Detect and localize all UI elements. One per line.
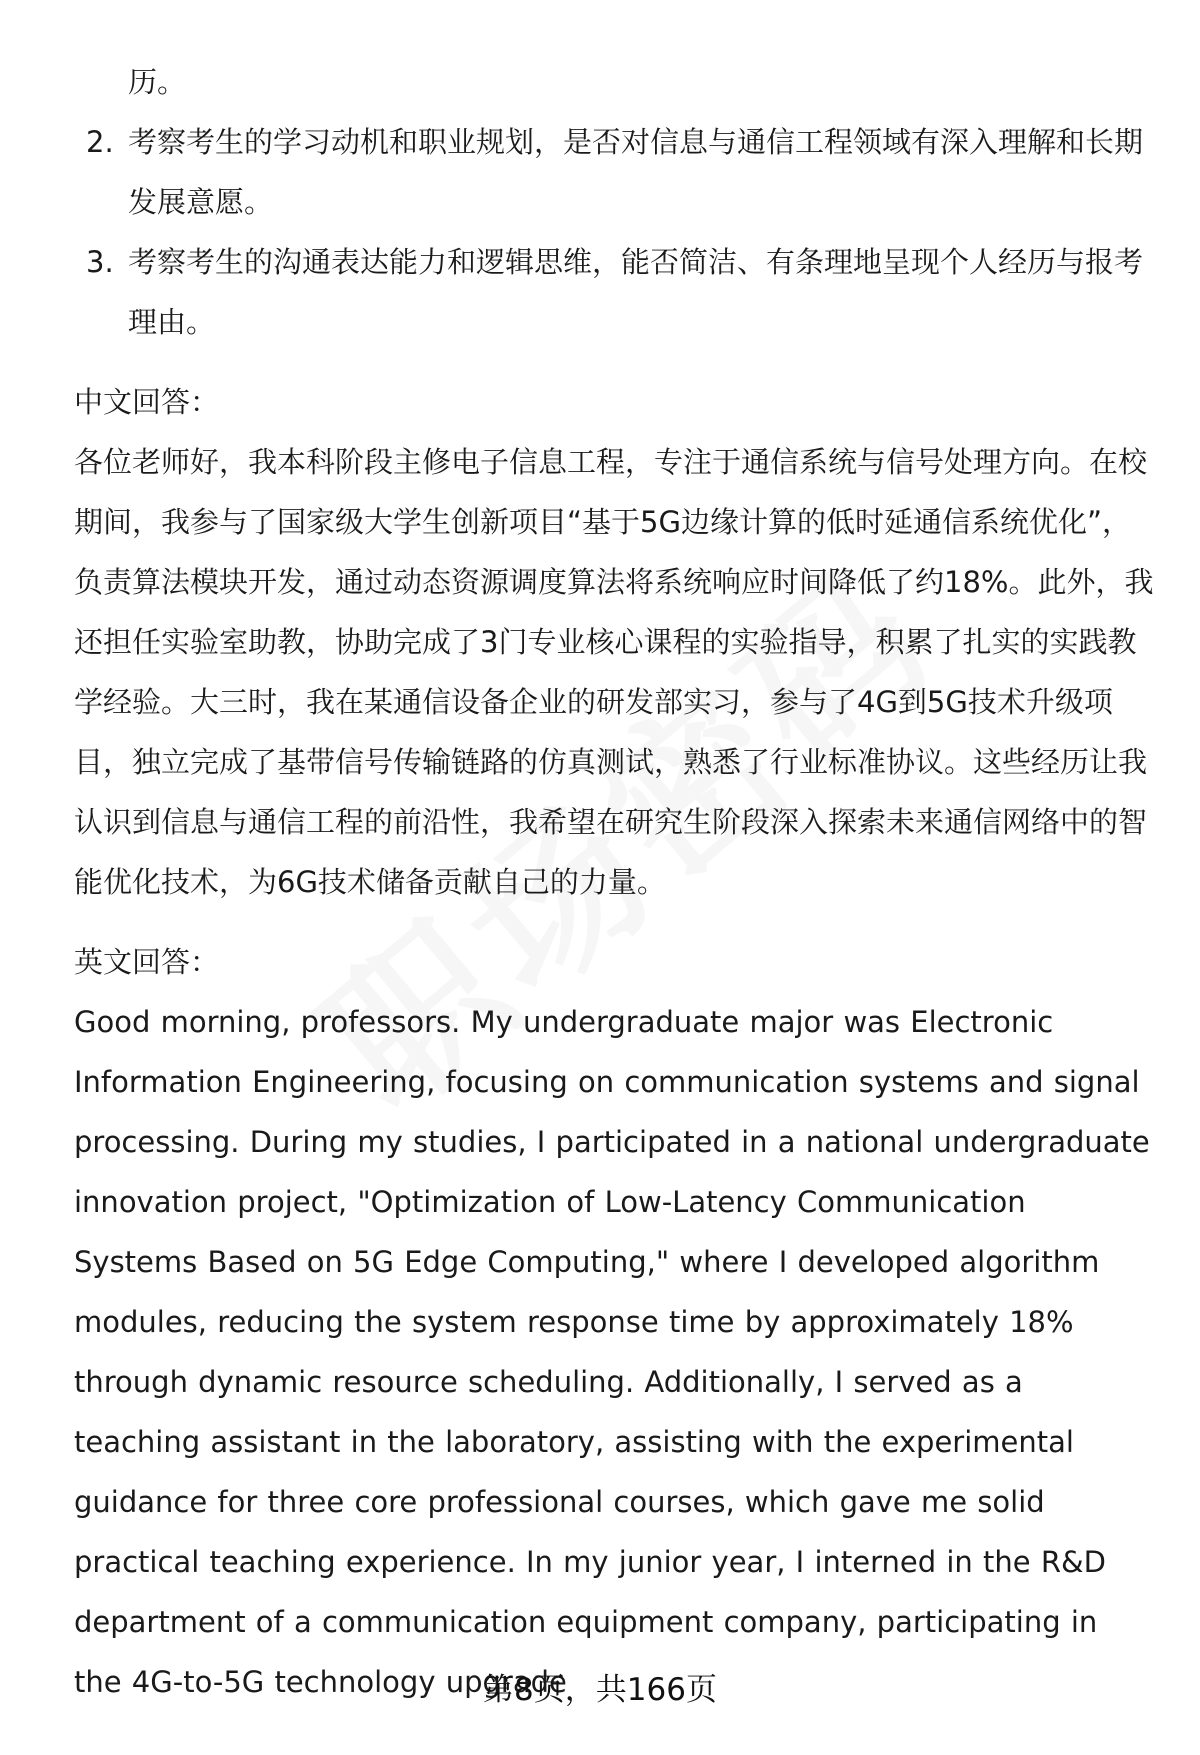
chinese-answer-heading: 中文回答： [74, 385, 220, 419]
list-item-text: 考察考生的沟通表达能力和逻辑思维，能否简洁、有条理地呈现个人经历与报考理由。 [128, 245, 1144, 339]
list-item-number: 2. [86, 125, 114, 159]
list-item-text: 历。 [128, 65, 187, 99]
english-answer-heading: 英文回答： [74, 945, 220, 979]
list-item-number: 3. [86, 245, 114, 279]
list-item-text: 考察考生的学习动机和职业规划，是否对信息与通信工程领域有深入理解和长期发展意愿。 [128, 125, 1144, 219]
list-item-3 [74, 232, 1154, 352]
list-item-2 [74, 112, 1154, 232]
page-number-footer: 第8页，共166页 [483, 1672, 717, 1708]
english-answer-body: Good morning, professors. My undergraduate major was Electronic Information Engineering, focusing on communication systems and signal processing. During my studies, I participated in a national undergraduate innovation project, "Optimization of Low-Latency Communication Systems Based on 5G Edge Computing," where I developed algorithm modules, reducing the system response time by approximately 18% through dynamic resource scheduling. Additionally, I served as a teaching assistant in the laboratory, assisting with the experimental guidance for three core professional courses, which gave me solid practical teaching experience. In my junior year, I interned in the R&D department of a communication equipment company, participating in the 4G-to-5G technology upgrade [74, 1005, 1150, 1699]
list-item-1-continuation [74, 52, 1154, 112]
chinese-answer-body: 各位老师好，我本科阶段主修电子信息工程，专注于通信系统与信号处理方向。在校期间，我参与了国家级大学生创新项目“基于5G边缘计算的低时延通信系统优化”，负责算法模块开发，通过动态资源调度算法将系统响应时间降低了约18%。此外，我还担任实验室助教，协助完成了3门专业核心课程的实验指导，积累了扎实的实践教学经验。大三时，我在某通信设备企业的研发部实习，参与了4G到5G技术升级项目，独立完成了基带信号传输链路的仿真测试，熟悉了行业标准协议。这些经历让我认识到信息与通信工程的前沿性，我希望在研究生阶段深入探索未来通信网络中的智能优化技术，为6G技术储备贡献自己的力量。 [74, 445, 1154, 899]
page-content [74, 52, 1154, 1712]
